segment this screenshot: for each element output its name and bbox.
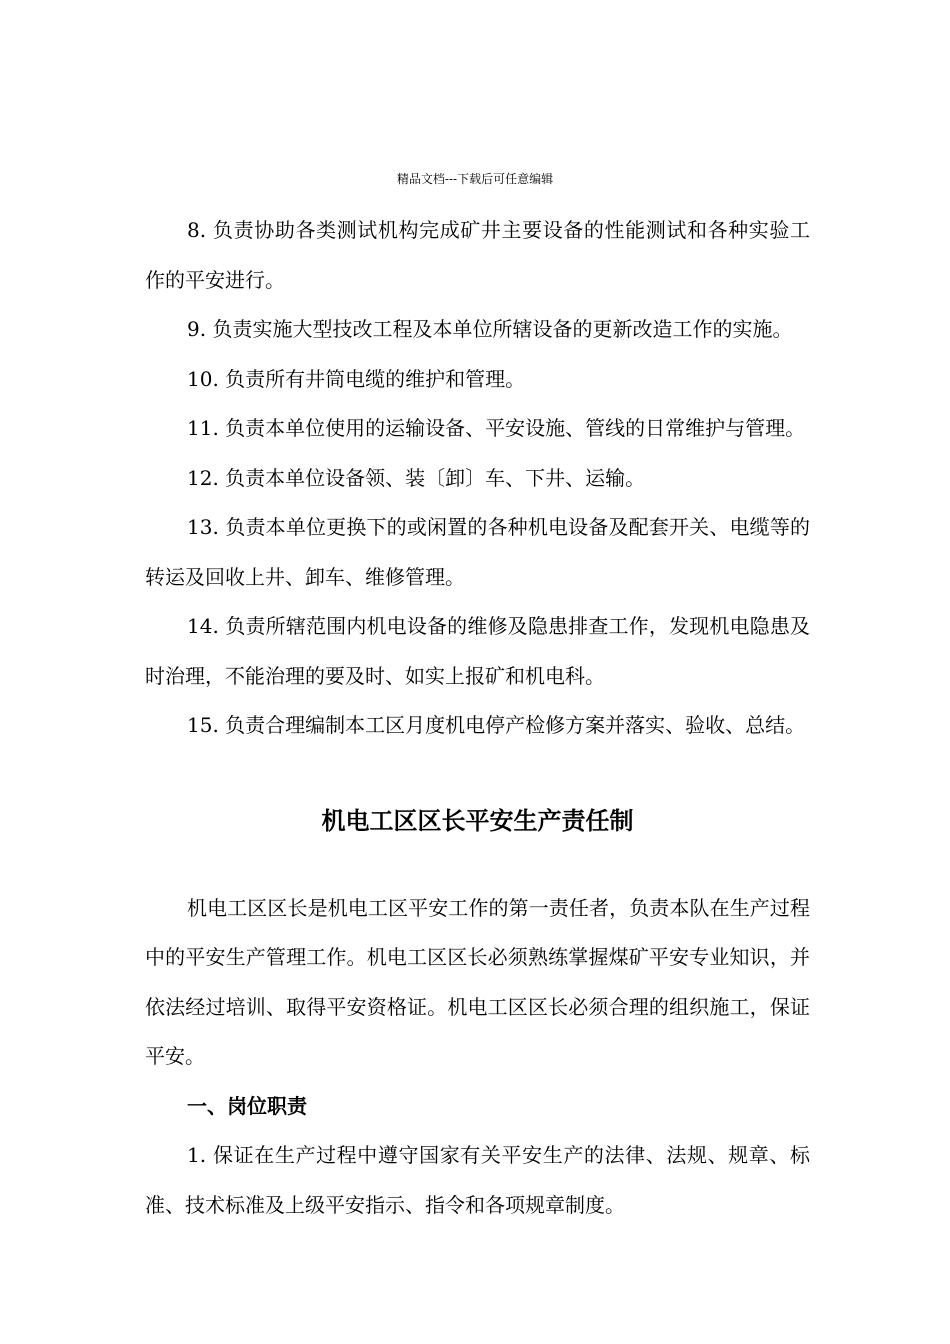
paragraph-item-9: 9. 负责实施大型技改工程及本单位所辖设备的更新改造工作的实施。 (187, 317, 793, 341)
section-title: 机电工区区长平安生产责任制 (321, 805, 634, 835)
intro-paragraph: 机电工区区长是机电工区平安工作的第一责任者，负责本队在生产过程中的平安生产管理工作。机电工区区长必须熟练掌握煤矿平安专业知识，并依法经过培训、取得平安资格证。机电工区区长必须合理的组织施工，保证平安。 (145, 895, 810, 1068)
section-heading: 一、岗位职责 (187, 1093, 307, 1118)
document-body (145, 206, 810, 1230)
duty-item-1: 1. 保证在生产过程中遵守国家有关平安生产的法律、法规、规章、标准、技术标准及上级平安指示、指令和各项规章制度。 (145, 1143, 810, 1217)
paragraph-item-8: 8. 负责协助各类测试机构完成矿井主要设备的性能测试和各种实验工作的平安进行。 (145, 218, 810, 292)
paragraph-item-11: 11. 负责本单位使用的运输设备、平安设施、管线的日常维护与管理。 (187, 416, 806, 440)
paragraph-item-15: 15. 负责合理编制本工区月度机电停产检修方案并落实、验收、总结。 (187, 713, 806, 737)
paragraph-item-14: 14. 负责所辖范围内机电设备的维修及隐患排查工作，发现机电隐患及时治理，不能治理的要及时、如实上报矿和机电科。 (145, 614, 810, 688)
paragraph-item-12: 12. 负责本单位设备领、装〔卸〕车、下井、运输。 (187, 465, 646, 490)
page-header: 精品文档---下载后可任意编辑 (396, 172, 554, 186)
paragraph-item-13: 13. 负责本单位更换下的或闲置的各种机电设备及配套开关、电缆等的转运及回收上井、卸车、维修管理。 (145, 515, 810, 589)
paragraph-item-10: 10. 负责所有井筒电缆的维护和管理。 (187, 366, 526, 391)
